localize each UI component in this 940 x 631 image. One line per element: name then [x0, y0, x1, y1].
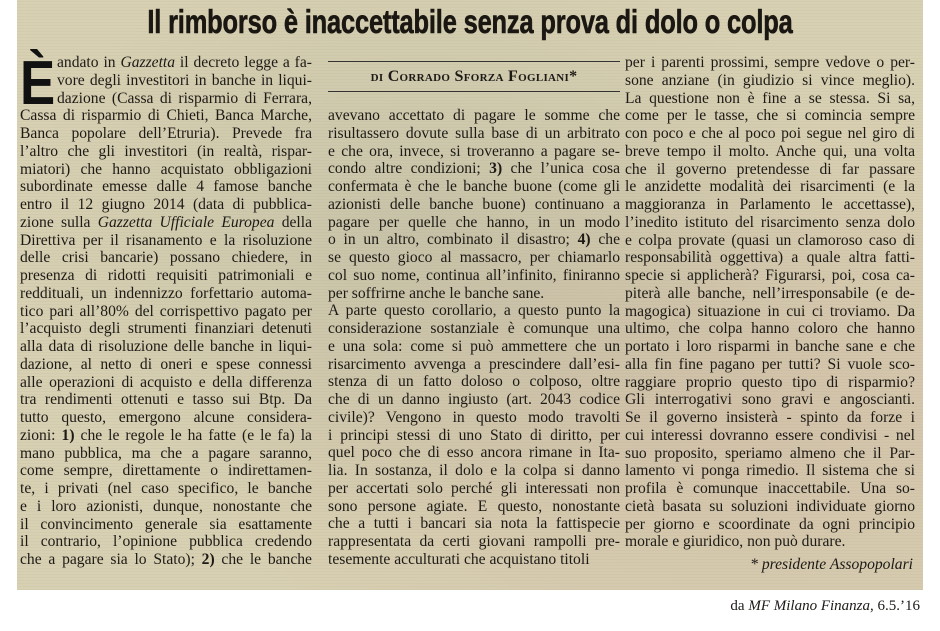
newspaper-clipping [17, 0, 923, 590]
article-line: avevano accettato di pagare le somme che [328, 107, 620, 124]
article-line: magogica) situazione in cui ci troviamo. Da [625, 302, 915, 320]
article-line: tra rendimenti ottenuti e tasso sui Btp. Da [20, 391, 312, 409]
article-line: cietà basata su soluzioni individuate giorno [625, 497, 915, 515]
article-line: col suo nome, continua all’infinito, finiranno [328, 266, 620, 284]
line-text: che l’unica cosa [502, 160, 620, 178]
article-line: e che ora, invece, si troveranno a pagare se- [328, 142, 620, 160]
bold-text: 4) [577, 231, 591, 249]
article-line: e i loro azionisti, dunque, nonostante che [20, 497, 312, 515]
bold-text: 2) [201, 551, 215, 568]
italic-text: Gazzetta Ufficiale Europea [97, 213, 275, 231]
article-line: per accertati solo perché gli interessati non [328, 479, 620, 497]
article-line: mano pubblica, ma che a pagare saranno, [20, 444, 312, 462]
byline: di Corrado Sforza Fogliani* [328, 61, 620, 92]
article-line: ultimo, che colpa hanno coloro che hanno [625, 320, 915, 338]
source-citation [730, 598, 920, 615]
article-line: suo proposito, speriamo almeno che il Par- [625, 444, 915, 462]
article-line: l’acquisto degli strumenti finanziari detenuti [20, 320, 312, 338]
article-line: presenza di ridotti requisiti patrimoniali e [20, 267, 312, 284]
author-footnote: * presidente Assopopolari [750, 556, 913, 573]
article-line [20, 551, 312, 569]
article-line: l’inedito istituto del risarcimento senza dolo [625, 213, 915, 231]
article-line: il convincimento generale sia esattamente [20, 515, 312, 533]
article-line: quel poco che di esso ancora rimane in Ita- [328, 444, 620, 462]
drop-cap: È [20, 49, 56, 118]
article-line: piterà alle banche, nell’irresponsabile (e de- [625, 284, 915, 302]
article-line: civile)? Vengono in questo modo travolti [328, 408, 620, 426]
article-line: azionisti delle banche buone) continuano a [328, 195, 620, 213]
article-line [20, 427, 312, 445]
line-text: o in un altro, combinato il disastro; [328, 231, 578, 249]
line-text: che [590, 231, 620, 249]
article-line: che di un danno ingiusto (art. 2043 codice [328, 391, 620, 408]
article-line: dazione (Cassa di risparmio di Ferrara, [57, 89, 312, 107]
headline: Il rimborso è inaccettabile senza prova di dolo o colpa [147, 3, 793, 40]
article-line: maggioranza in Parlamento le accettasse), [625, 196, 915, 213]
article-line: vore degli investitori in banche in liqui- [57, 71, 312, 89]
article-line: te, i privati (nel caso specifico, le banche [20, 480, 312, 497]
article-line: miatori) che hanno acquistato obbligazioni [20, 160, 312, 178]
line-text: che le banche [214, 551, 312, 568]
article-line: considerazione sostanziale è comunque una [328, 320, 620, 337]
source-prefix: da [730, 598, 749, 614]
article-line: alla fin fine pagano per tutti? Si vuole sco- [625, 355, 915, 373]
article-line: le anzidette modalità dei risarcimenti (e la [625, 178, 915, 196]
article-line: La questione non è fine a se stessa. Si sa, [625, 89, 915, 107]
article-line: confermata è che le banche buone (come gli [328, 178, 620, 195]
article-line: per i parenti prossimi, sempre vedove o per- [625, 54, 915, 71]
article-line: breve tempo il molto. Anche qui, una volta [625, 142, 915, 160]
article-line: alle operazioni di acquisto e della differenza [20, 373, 312, 391]
article-column-1 [20, 49, 312, 569]
article-line [20, 54, 312, 72]
italic-text: Gazzetta [120, 54, 176, 71]
article-line: rappresentata da certi giovani rampolli pre- [328, 533, 620, 550]
article-line: profila è comunque inaccettabile. Una so- [625, 480, 915, 497]
article-line: il contrario, l’opinione pubblica credendo [20, 533, 312, 551]
article-line: risultassero dovute sulla base di un arbitrato [328, 124, 620, 142]
article-line: come per le tasse, che si comincia sempre [625, 107, 915, 125]
article-line: tico pari all’80% del corrispettivo pagato per [20, 302, 312, 320]
article-line: morale e giuridico, non può durare. [625, 533, 846, 551]
line-text: della [274, 213, 312, 231]
line-text: zioni: [20, 426, 62, 444]
article-line: pagare per quelle che hanno, in un modo [328, 213, 620, 231]
article-line: lia. In sostanza, il dolo e la colpa si danno [328, 462, 620, 479]
article-line: stenza di un fatto doloso o colposo, oltre [328, 373, 620, 391]
article-column-2 [328, 107, 620, 569]
article-line [328, 160, 620, 178]
article-line [328, 231, 620, 249]
article-line: Gli interrogativi sono gravi e angoscianti. [625, 391, 915, 409]
line-text: condo altre condizioni; [328, 160, 490, 178]
article-line: Cassa di risparmio di Chieti, Banca Marche, [20, 107, 312, 125]
article-line: tesemente acculturati che acquistano titoli [328, 550, 590, 568]
bold-text: 3) [489, 160, 503, 178]
article-line: con poco e che al poco poi segue nel giro di [625, 125, 915, 142]
article-line: reddituali, un indennizzo forfettario automa- [20, 284, 312, 302]
article-line: A parte questo corollario, a questo punto la [328, 302, 620, 320]
article-line: entro il 12 giugno 2014 (data di pubblica- [20, 196, 312, 213]
article-line [20, 214, 312, 232]
bold-text: 1) [61, 426, 75, 444]
article-line: per giorno e scoordinate da ogni principio [625, 515, 915, 533]
article-line: se questo gioco al massacro, per chiamarlo [328, 249, 620, 266]
source-publication: MF Milano Finanza [748, 598, 870, 614]
article-line: subordinate emesse dalle 4 famose banche [20, 178, 312, 196]
article-line: e colpa provate (quasi un clamoroso caso di [625, 231, 915, 249]
article-line: tutto questo, emergono alcune considera- [20, 409, 312, 426]
article-line: lamento vi ponga rimedio. Il sistema che si [625, 462, 915, 480]
article-line: specie si applicherà? Figurarsi, poi, cosa ca- [625, 267, 915, 284]
article-line: risarcimento avvenga a prescindere dall’esi- [328, 355, 620, 373]
article-line: che a tutti i bancari sia nota la fattispecie [328, 515, 620, 533]
article-line: sone anziane (in giudizio si vince meglio). [625, 71, 915, 89]
article-line: dazione, al netto di oneri e spese connessi [20, 355, 312, 373]
article-line: l’altro che gli investitori (in realtà, rispar- [20, 142, 312, 160]
line-text: il decreto legge a fa- [175, 54, 312, 71]
article-line: alla data di risoluzione delle banche in liqui- [20, 338, 312, 355]
article-line: che il governo pretendesse di far passare [625, 160, 915, 178]
article-line: portato i loro risparmi in banche sane e che [625, 338, 915, 355]
article-line: delle crisi bancarie) possano chiedere, in [20, 249, 312, 267]
article-line: i principi stessi di uno Stato di diritto, per [328, 426, 620, 444]
article-line: come sempre, direttamente o indirettamen- [20, 462, 312, 480]
line-text: che a pagare sia lo Stato); [20, 551, 202, 568]
article-line: raggiare proprio questo tipo di risparmio? [625, 373, 915, 391]
article-line: sono persone agiate. E questo, nonostante [328, 497, 620, 515]
article-column-3 [625, 54, 915, 551]
line-text: che le regole le ha fatte (e le fa) la [74, 426, 312, 444]
article-line: responsabilità oggettiva) a quale altra fatti- [625, 249, 915, 267]
line-text: andato in [57, 54, 121, 71]
line-text: zione sulla [20, 213, 98, 231]
article-line: Banca popolare dell’Etruria). Prevede fra [20, 125, 312, 142]
article-line: Direttiva per il risanamento e la risoluzione [20, 231, 312, 249]
source-date: , 6.5.’16 [870, 598, 920, 614]
article-line: e una sola: come si può ammettere che un [328, 337, 620, 355]
article-line: Se il governo insisterà - spinto da forze i [625, 409, 915, 426]
article-line: per soffrirne anche le banche sane. [328, 284, 545, 302]
article-line: cui interessi dovranno essere condivisi - nel [625, 426, 915, 444]
